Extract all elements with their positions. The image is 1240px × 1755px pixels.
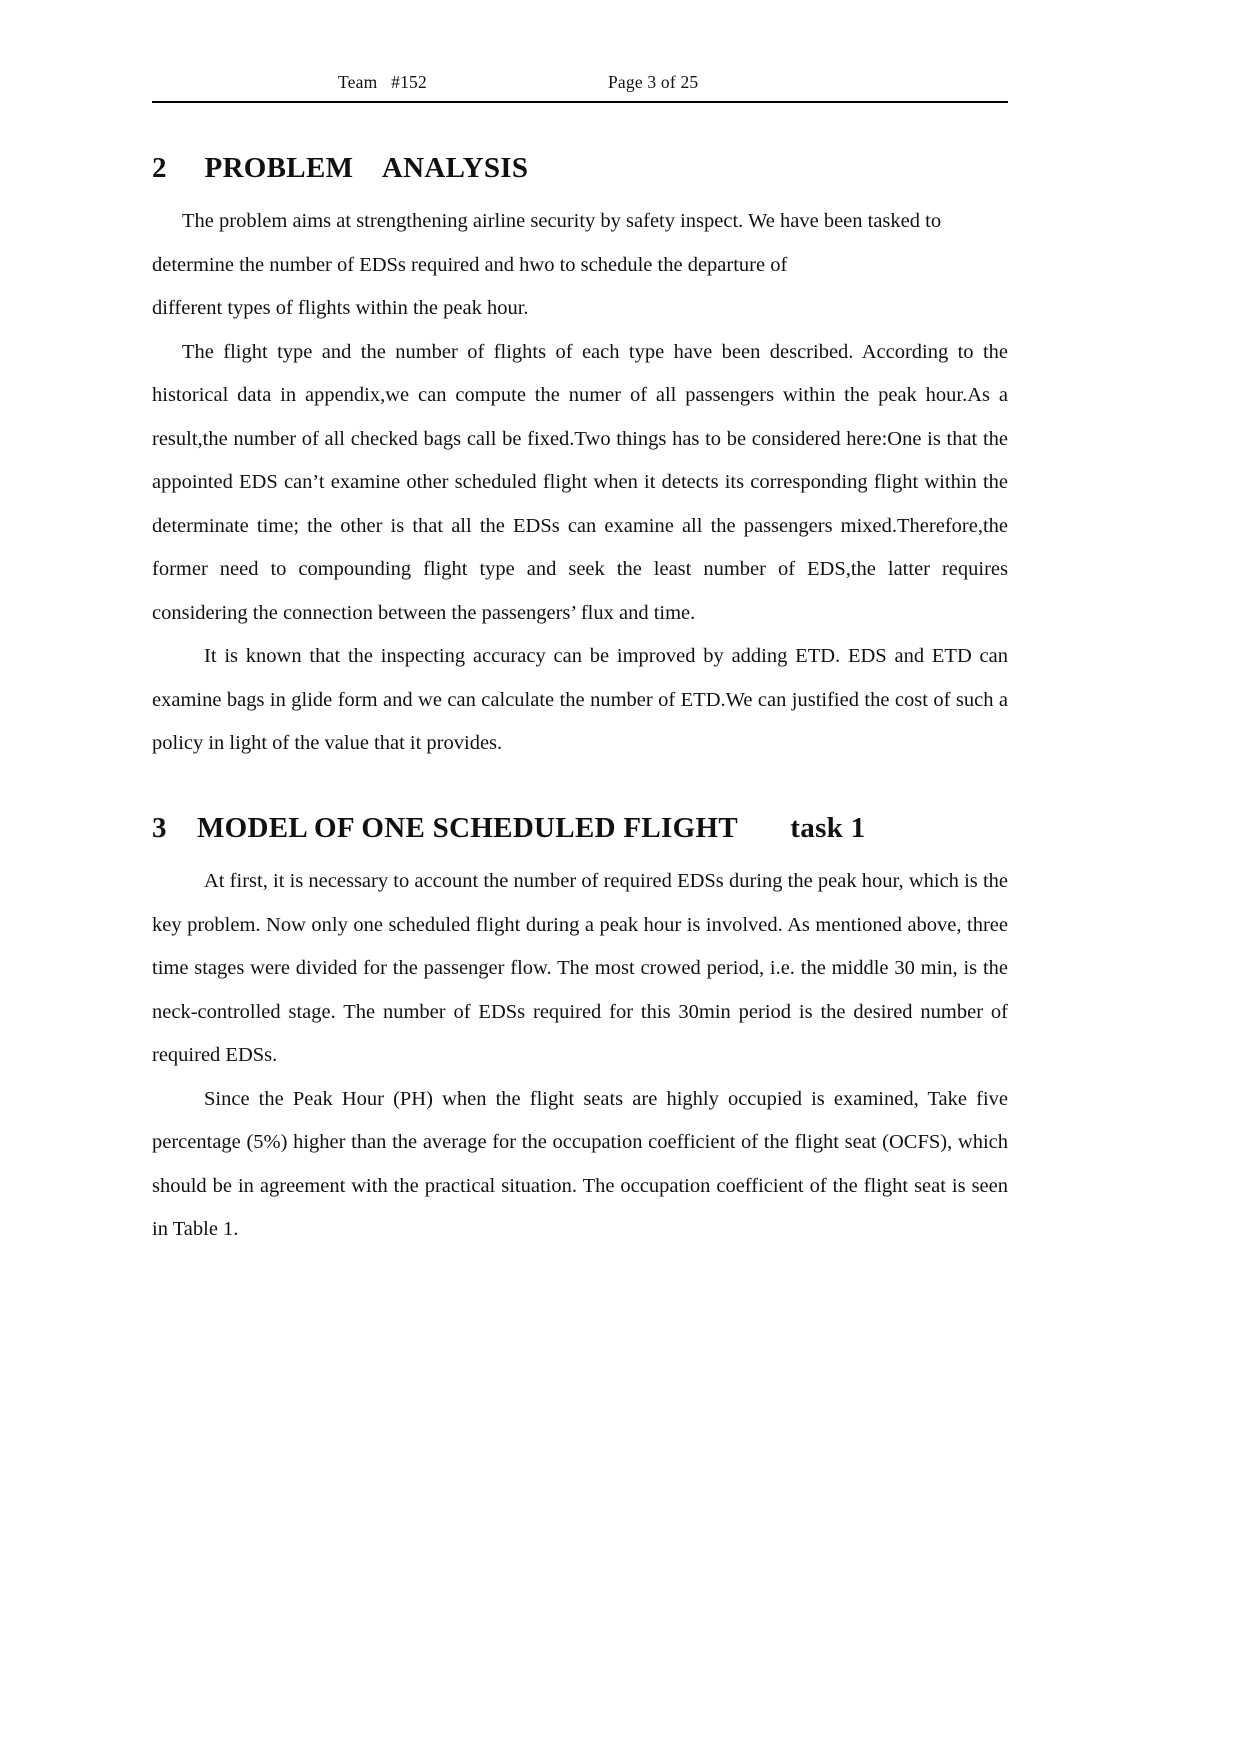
spacer (152, 846, 1008, 860)
paragraph-etd-accuracy: It is known that the inspecting accuracy can be improved by adding ETD. EDS and ETD can examine bags in glide form and we can calculate the number of ETD.We can justified the cost of such a policy in light of the value that it provides. (152, 645, 1008, 755)
page-content (152, 150, 1008, 1252)
spacer (152, 766, 1008, 810)
paragraph-peak-hour-occupation-coefficient: Since the Peak Hour (PH) when the flight seats are highly occupied is examined, Take five percentage (5%) higher than the average for the occupation coefficient of the flight seat (OCFS), which should be in agreement with the practical situation. The occupation coefficient of the flight seat is seen in Table 1. (152, 1087, 1008, 1240)
paragraph-problem-intro: The problem aims at strengthening airline security by safety inspect. We have been tasked to determine the number of EDSs required and hwo to schedule the departure of (152, 210, 942, 276)
header-divider-rule (152, 101, 1008, 103)
section-heading-problem-analysis: 2 PROBLEM ANALYSIS (152, 152, 529, 184)
spacer (152, 186, 1008, 200)
paragraph-flight-types-line: different types of flights within the peak hour. (152, 297, 529, 320)
section-heading-model-one-scheduled-flight: 3 MODEL OF ONE SCHEDULED FLIGHT task 1 (152, 811, 866, 844)
paragraph-flight-type-description: The flight type and the number of flights of each type have been described. According to the historical data in appendix,we can compute the numer of all passengers within the peak hour.As a result,the number of all checked bags call be fixed.Two things has to be considered here:One is that the appointed EDS can’t examine other scheduled flight when it detects its corresponding flight within the determinate time; the other is that all the EDSs can examine all the passengers mixed.Therefore,the former need to compounding flight type and seek the least number of EDS,the latter requires considering the connection between the passengers’ flux and time. (152, 340, 1008, 624)
header-team-label: Team #152 (338, 72, 427, 92)
paragraph-required-eds-peak-hour: At first, it is necessary to account the number of required EDSs during the peak hour, which is the key problem. Now only one scheduled flight during a peak hour is involved. As mentioned above, three time stages were divided for the passenger flow. The most crowed period, i.e. the middle 30 min, is the neck-controlled stage. The number of EDSs required for this 30min period is the desired number of required EDSs. (152, 870, 1008, 1066)
header-page-label: Page 3 of 25 (608, 72, 699, 92)
